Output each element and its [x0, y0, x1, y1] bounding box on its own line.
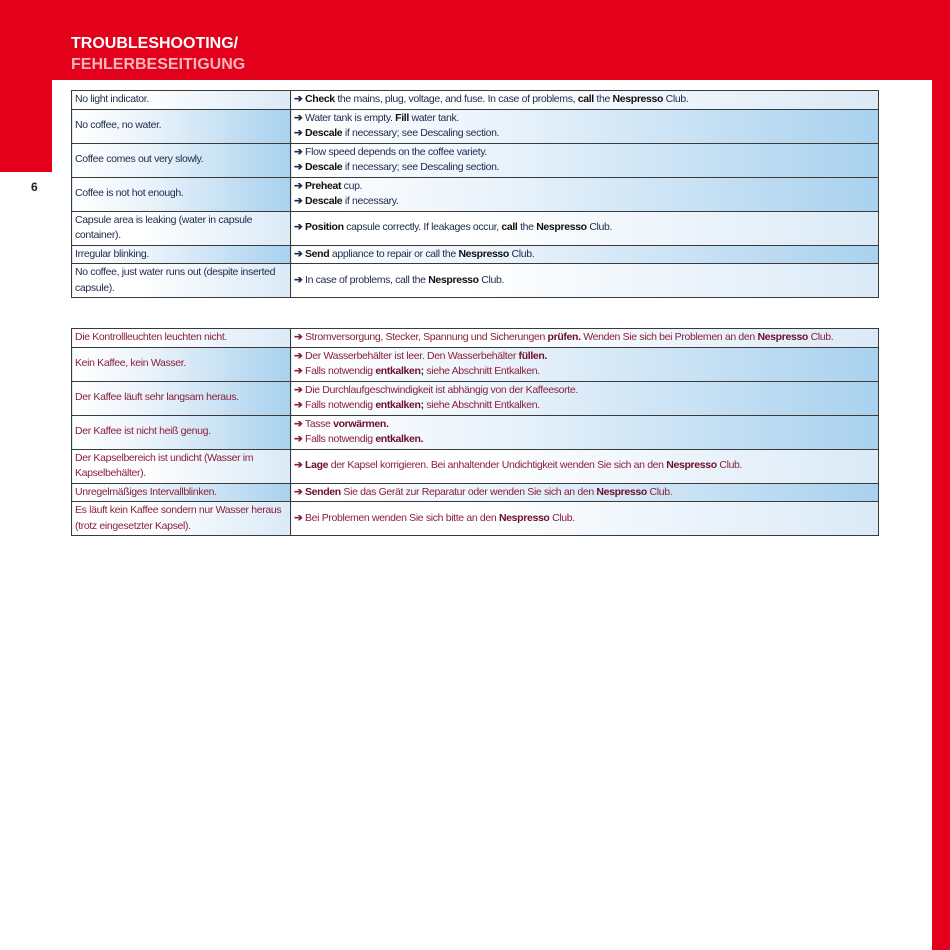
problem-cell: Die Kontrollleuchten leuchten nicht.	[72, 329, 291, 348]
solution-cell	[291, 329, 879, 348]
action-keyword: füllen.	[518, 349, 548, 362]
action-keyword: Descale	[305, 127, 343, 139]
solution-text: the	[517, 221, 537, 234]
solution-text: Der Wasserbehälter ist leer. Den Wasserbehälter	[305, 349, 519, 362]
problem-cell: Capsule area is leaking (water in capsule container).	[72, 211, 291, 245]
action-keyword: Fill	[395, 111, 409, 124]
arrow-icon: ➔	[294, 127, 303, 139]
solution-text: siehe Abschnitt Entkalken.	[423, 399, 540, 411]
solution-cell	[291, 177, 879, 211]
action-keyword: Nespresso	[498, 511, 550, 524]
solution-text: Falls notwendig	[305, 399, 376, 411]
table-row	[72, 347, 879, 381]
arrow-icon: ➔	[294, 145, 303, 158]
arrow-icon: ➔	[294, 383, 303, 396]
arrow-icon: ➔	[294, 511, 303, 524]
action-keyword: Descale	[305, 195, 343, 207]
solution-line	[294, 145, 875, 161]
solution-text: if necessary.	[342, 195, 399, 207]
arrow-icon: ➔	[294, 111, 303, 124]
action-keyword: Nespresso	[536, 221, 587, 234]
action-keyword: Nespresso	[458, 247, 509, 260]
solution-cell	[291, 483, 879, 502]
problem-cell: No coffee, just water runs out (despite inserted capsule).	[72, 264, 291, 298]
problem-cell: Der Kapselbereich ist undicht (Wasser im Kapselbehälter).	[72, 449, 291, 483]
action-keyword: Send	[305, 247, 330, 260]
arrow-icon: ➔	[294, 247, 303, 260]
solution-cell	[291, 502, 879, 536]
solution-text: Bei Problemen wenden Sie sich bitte an den	[305, 511, 499, 524]
solution-text: if necessary; see Descaling section.	[342, 161, 500, 173]
solution-cell	[291, 109, 879, 143]
action-keyword: Senden	[305, 485, 341, 498]
solution-text: Club.	[549, 511, 575, 524]
arrow-icon: ➔	[294, 417, 303, 430]
table-row	[72, 177, 879, 211]
solution-cell	[291, 264, 879, 298]
action-keyword: Preheat	[305, 179, 342, 192]
red-frame-left	[0, 0, 52, 172]
table-row	[72, 502, 879, 536]
solution-text: cup.	[341, 179, 363, 192]
solution-text: the	[593, 93, 613, 105]
solution-line	[294, 330, 875, 346]
solution-line	[294, 364, 875, 380]
solution-text: Club.	[508, 247, 535, 260]
solution-cell	[291, 381, 879, 415]
table-row	[72, 245, 879, 264]
red-frame-right	[932, 0, 950, 950]
arrow-icon: ➔	[294, 273, 303, 286]
solution-line	[294, 247, 875, 263]
action-keyword: prüfen.	[547, 331, 581, 343]
action-keyword: Check	[305, 93, 335, 105]
table-row	[72, 109, 879, 143]
table-row	[72, 381, 879, 415]
solution-text: capsule correctly. If leakages occur,	[343, 221, 502, 234]
action-keyword: Lage	[305, 459, 329, 472]
action-keyword: entkalken;	[375, 365, 424, 377]
solution-line	[294, 160, 875, 176]
solution-text: Die Durchlaufgeschwindigkeit ist abhängig von der Kaffeesorte.	[305, 383, 578, 396]
arrow-icon: ➔	[294, 349, 303, 362]
solution-cell	[291, 211, 879, 245]
action-keyword: call	[577, 93, 594, 105]
problem-cell: Irregular blinking.	[72, 245, 291, 264]
solution-line	[294, 111, 875, 127]
troubleshooting-table-english	[71, 90, 879, 298]
solution-line	[294, 220, 875, 236]
solution-line	[294, 194, 875, 210]
problem-cell: Kein Kaffee, kein Wasser.	[72, 347, 291, 381]
solution-line	[294, 485, 875, 501]
solution-cell	[291, 91, 879, 110]
arrow-icon: ➔	[294, 161, 303, 173]
problem-cell: Der Kaffee läuft sehr langsam heraus.	[72, 381, 291, 415]
page-title	[71, 33, 245, 75]
solution-cell	[291, 143, 879, 177]
problem-cell: Coffee comes out very slowly.	[72, 143, 291, 177]
arrow-icon: ➔	[294, 179, 303, 192]
solution-cell	[291, 449, 879, 483]
solution-text: Club.	[478, 273, 505, 286]
solution-text: Wenden Sie sich bei Problemen an den	[580, 331, 758, 343]
table-row	[72, 211, 879, 245]
action-keyword: vorwärmen.	[333, 417, 389, 430]
arrow-icon: ➔	[294, 93, 303, 105]
arrow-icon: ➔	[294, 221, 303, 234]
problem-cell: No coffee, no water.	[72, 109, 291, 143]
solution-line	[294, 126, 875, 142]
solution-line	[294, 349, 875, 365]
solution-text: Club.	[663, 93, 689, 105]
action-keyword: entkalken.	[375, 433, 424, 445]
solution-text: Falls notwendig	[305, 433, 376, 445]
table-row	[72, 449, 879, 483]
action-keyword: Nespresso	[428, 273, 479, 286]
title-english: TROUBLESHOOTING/	[71, 35, 239, 52]
table-row	[72, 91, 879, 110]
problem-cell: No light indicator.	[72, 91, 291, 110]
table-row	[72, 329, 879, 348]
action-keyword: Nespresso	[757, 331, 808, 343]
action-keyword: Descale	[305, 161, 343, 173]
solution-line	[294, 179, 875, 195]
problem-cell: Der Kaffee ist nicht heiß genug.	[72, 415, 291, 449]
solution-text: Stromversorgung, Stecker, Spannung und Sicherungen	[305, 331, 548, 343]
solution-cell	[291, 245, 879, 264]
action-keyword: Nespresso	[612, 93, 664, 105]
solution-text: Water tank is empty.	[305, 111, 396, 124]
solution-cell	[291, 415, 879, 449]
solution-text: if necessary; see Descaling section.	[342, 127, 500, 139]
solution-text: Club.	[808, 331, 834, 343]
solution-line	[294, 273, 875, 289]
action-keyword: entkalken;	[375, 399, 424, 411]
solution-cell	[291, 347, 879, 381]
action-keyword: call	[501, 221, 518, 234]
title-german: FEHLERBESEITIGUNG	[71, 56, 246, 73]
solution-text: In case of problems, call the	[305, 273, 429, 286]
troubleshooting-table-german	[71, 328, 879, 536]
solution-text: appliance to repair or call the	[329, 247, 459, 260]
action-keyword: Nespresso	[666, 459, 717, 472]
arrow-icon: ➔	[294, 195, 303, 207]
solution-line	[294, 383, 875, 399]
solution-line	[294, 511, 875, 527]
arrow-icon: ➔	[294, 485, 303, 498]
action-keyword: Nespresso	[596, 485, 647, 498]
solution-text: siehe Abschnitt Entkalken.	[423, 365, 540, 377]
arrow-icon: ➔	[294, 399, 303, 411]
solution-text: Flow speed depends on the coffee variety.	[305, 145, 488, 158]
table-row	[72, 415, 879, 449]
solution-text: der Kapsel korrigieren. Bei anhaltender Undichtigkeit wenden Sie sich an den	[328, 459, 667, 472]
solution-text: Club.	[716, 459, 743, 472]
solution-line	[294, 92, 875, 108]
table-row	[72, 143, 879, 177]
table-row	[72, 483, 879, 502]
solution-text: the mains, plug, voltage, and fuse. In case of problems,	[334, 93, 578, 105]
arrow-icon: ➔	[294, 459, 303, 472]
solution-text: Falls notwendig	[305, 365, 376, 377]
solution-line	[294, 458, 875, 474]
arrow-icon: ➔	[294, 365, 303, 377]
solution-line	[294, 432, 875, 448]
solution-text: water tank.	[408, 111, 459, 124]
table-row	[72, 264, 879, 298]
arrow-icon: ➔	[294, 433, 303, 445]
problem-cell: Es läuft kein Kaffee sondern nur Wasser heraus (trotz eingesetzter Kapsel).	[72, 502, 291, 536]
action-keyword: Position	[305, 221, 344, 234]
problem-cell: Coffee is not hot enough.	[72, 177, 291, 211]
page-number: 6	[31, 180, 38, 194]
problem-cell: Unregelmäßiges Intervallblinken.	[72, 483, 291, 502]
solution-text: Tasse	[304, 417, 334, 430]
solution-text: Club.	[646, 485, 673, 498]
arrow-icon: ➔	[294, 331, 303, 343]
solution-line	[294, 398, 875, 414]
solution-line	[294, 417, 875, 433]
solution-text: Club.	[586, 221, 613, 234]
solution-text: Sie das Gerät zur Reparatur oder wenden Sie sich an den	[340, 485, 597, 498]
